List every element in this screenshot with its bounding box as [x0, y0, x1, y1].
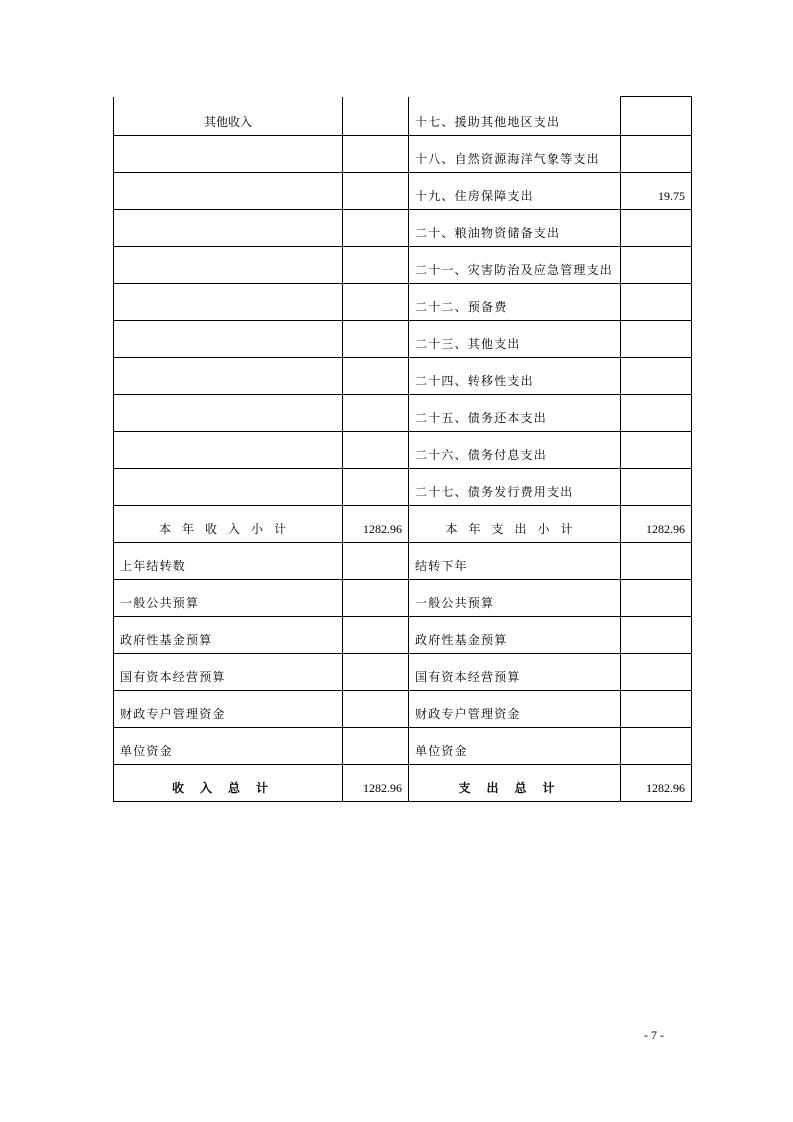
income-item-cell [114, 173, 343, 210]
carry-expense-item: 一般公共预算 [409, 580, 621, 617]
expense-subtotal-amount: 1282.96 [621, 506, 692, 543]
expense-amount-cell [621, 321, 692, 358]
carry-expense-label: 结转下年 [409, 543, 621, 580]
expense-amount-cell [621, 395, 692, 432]
carry-income-item: 财政专户管理资金 [114, 691, 343, 728]
subtotal-row [114, 506, 692, 543]
expense-item-cell: 十八、自然资源海洋气象等支出 [409, 136, 621, 173]
carry-income-item-amount [343, 691, 409, 728]
carry-expense-item-amount [621, 691, 692, 728]
income-amount-cell [343, 210, 409, 247]
budget-table [113, 96, 692, 802]
income-item-cell: 其他收入 [114, 97, 343, 136]
expense-amount-cell [621, 210, 692, 247]
carry-income-item-amount [343, 617, 409, 654]
carry-row [114, 543, 692, 580]
income-item-cell [114, 136, 343, 173]
income-subtotal-label: 本年收入小计 [114, 506, 343, 543]
carry-income-item: 单位资金 [114, 728, 343, 765]
expense-amount-cell [621, 247, 692, 284]
expense-item-cell: 二十三、其他支出 [409, 321, 621, 358]
carry-expense-amount [621, 543, 692, 580]
income-amount-cell [343, 247, 409, 284]
carry-income-item: 国有资本经营预算 [114, 654, 343, 691]
income-total-amount: 1282.96 [343, 765, 409, 802]
carry-expense-item-amount [621, 617, 692, 654]
carry-income-amount [343, 543, 409, 580]
carry-expense-item: 财政专户管理资金 [409, 691, 621, 728]
table-row [114, 97, 692, 136]
expense-item-cell: 二十一、灾害防治及应急管理支出 [409, 247, 621, 284]
table-row [114, 321, 692, 358]
income-amount-cell [343, 358, 409, 395]
expense-item-cell: 二十四、转移性支出 [409, 358, 621, 395]
carry-income-label: 上年结转数 [114, 543, 343, 580]
carry-expense-item-amount [621, 654, 692, 691]
income-amount-cell [343, 284, 409, 321]
expense-amount-cell [621, 432, 692, 469]
income-item-cell [114, 247, 343, 284]
income-item-cell [114, 284, 343, 321]
income-amount-cell [343, 97, 409, 136]
expense-item-cell: 二十二、预备费 [409, 284, 621, 321]
expense-item-cell: 二十、粮油物资储备支出 [409, 210, 621, 247]
income-item-cell [114, 395, 343, 432]
table-row [114, 432, 692, 469]
expense-subtotal-label: 本年支出小计 [409, 506, 621, 543]
income-amount-cell [343, 321, 409, 358]
income-amount-cell [343, 173, 409, 210]
expense-amount-cell [621, 136, 692, 173]
income-item-cell [114, 321, 343, 358]
table-row [114, 284, 692, 321]
page-number: - 7 - [644, 1028, 664, 1042]
carry-expense-item-amount [621, 580, 692, 617]
income-item-cell [114, 432, 343, 469]
carry-item-row [114, 691, 692, 728]
table-row [114, 358, 692, 395]
expense-total-label: 支出总计 [409, 765, 621, 802]
carry-item-row [114, 617, 692, 654]
income-amount-cell [343, 469, 409, 506]
income-amount-cell [343, 395, 409, 432]
expense-item-cell: 二十五、债务还本支出 [409, 395, 621, 432]
income-item-cell [114, 358, 343, 395]
table-row [114, 469, 692, 506]
carry-expense-item-amount [621, 728, 692, 765]
carry-item-row [114, 654, 692, 691]
table-row [114, 210, 692, 247]
table-row [114, 247, 692, 284]
income-total-label: 收入总计 [114, 765, 343, 802]
total-row [114, 765, 692, 802]
carry-expense-item: 政府性基金预算 [409, 617, 621, 654]
expense-item-cell: 十九、住房保障支出 [409, 173, 621, 210]
carry-expense-item: 单位资金 [409, 728, 621, 765]
carry-income-item-amount [343, 728, 409, 765]
expense-amount-cell [621, 284, 692, 321]
expense-item-cell: 十七、援助其他地区支出 [409, 97, 621, 136]
expense-total-amount: 1282.96 [621, 765, 692, 802]
carry-income-item-amount [343, 580, 409, 617]
table-row [114, 395, 692, 432]
expense-item-cell: 二十七、债务发行费用支出 [409, 469, 621, 506]
expense-amount-cell [621, 97, 692, 136]
table-row [114, 136, 692, 173]
carry-income-item: 政府性基金预算 [114, 617, 343, 654]
carry-income-item: 一般公共预算 [114, 580, 343, 617]
income-item-cell [114, 469, 343, 506]
expense-amount-cell [621, 469, 692, 506]
expense-item-cell: 二十六、债务付息支出 [409, 432, 621, 469]
carry-expense-item: 国有资本经营预算 [409, 654, 621, 691]
income-amount-cell [343, 136, 409, 173]
expense-amount-cell: 19.75 [621, 173, 692, 210]
expense-amount-cell [621, 358, 692, 395]
carry-item-row [114, 580, 692, 617]
income-item-cell [114, 210, 343, 247]
income-subtotal-amount: 1282.96 [343, 506, 409, 543]
carry-income-item-amount [343, 654, 409, 691]
income-amount-cell [343, 432, 409, 469]
carry-item-row [114, 728, 692, 765]
table-row [114, 173, 692, 210]
